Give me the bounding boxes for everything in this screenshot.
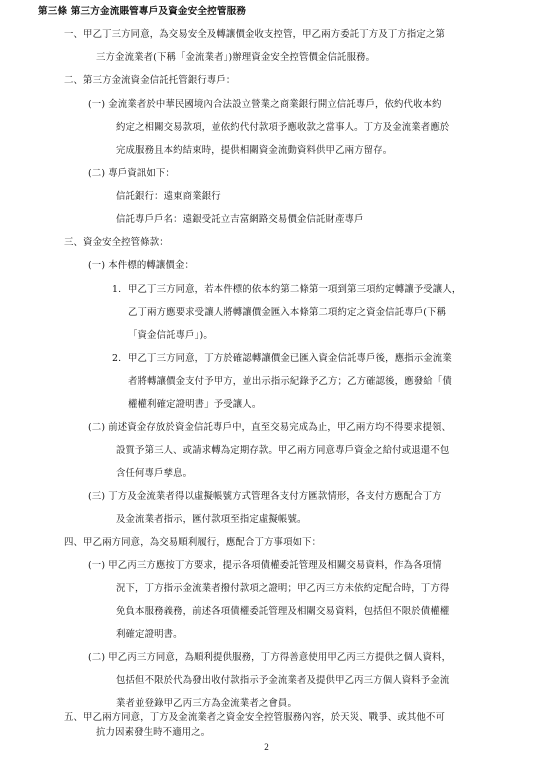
section-3-item-3-line-2: 及金流業者指示，匯付款項至指定虛擬帳號。 [116,514,307,525]
numbered-1: 1. [112,284,122,295]
article-title: 第三條 第三方金流賬管專戶及資金安全控管服務 [38,6,247,17]
numbered-1-line-2: 乙丁兩方應要求受讓人將轉讓價金匯入本條第二項約定之資金信託專戶(下稱 [128,307,447,318]
section-3-item-3-line-1: (三) 丁方及金流業者得以虛擬帳號方式管理各支付方匯款情形，各支付方應配合丁方 [88,491,442,502]
section-5-line-1: 五、甲乙兩方同意，丁方及金流業者之資金安全控管服務內容，於天災、戰爭、或其他不可 [64,712,446,723]
section-2-item-1-line-1: (一) 金流業者於中華民國境內合法設立營業之商業銀行開立信託專戶，依約代收本約 [88,99,442,110]
numbered-2-line-1: 甲乙丁三方同意，丁方於確認轉讓價金已匯入資金信託專戶後，應指示金流業 [128,353,452,364]
section-2-heading: 二、第三方金流資金信託托管銀行專戶： [64,75,236,86]
section-3-heading: 三、資金安全控管條款： [64,237,169,248]
trust-account-name: 信託專戶戶名：遠銀受託立吉富網路交易價金信託財產專戶 [116,214,364,225]
section-1-line-1: 一、甲乙丁三方同意，為交易安全及轉讓價金收支控管，甲乙兩方委託丁方及丁方指定之第 [64,29,446,40]
section-3-item-2-line-2: 設質予第三人、或請求轉為定期存款。甲乙兩方同意專戶資金之給付或退還不包 [116,445,450,456]
section-2-item-1-line-3: 完成服務且本約結束時，提供相關資金流動資料供甲乙兩方留存。 [116,145,393,156]
trust-bank: 信託銀行：遠東商業銀行 [116,191,221,202]
numbered-1-line-1: 甲乙丁三方同意，若本件標的依本約第二條第一項到第三項約定轉讓予受讓人， [128,284,462,295]
numbered-2: 2. [112,353,122,364]
section-3-item-2-line-3: 含任何專戶孳息。 [116,468,193,479]
section-2-item-2: (二) 專戶資訊如下： [88,168,175,179]
section-3-item-2-line-1: (二) 前述資金存放於資金信託專戶中，直至交易完成為止，甲乙兩方均不得要求提領、 [88,422,452,433]
numbered-2-line-3: 權權利確定證明書」予受讓人。 [128,399,262,410]
section-4-item-2-line-2: 包括但不限於代為發出收付款指示予金流業者及提供甲乙丙三方個人資料予金流 [116,675,450,686]
section-2-item-1-line-2: 約定之相關交易款項，並依約代付款項予應收款之當事人。丁方及金流業者應於 [116,122,450,133]
numbered-1-line-3: 「資金信託專戶」)。 [128,330,213,341]
page-number: 2 [264,742,269,752]
section-4-item-1-line-4: 利確定證明書。 [116,629,183,640]
section-4-item-1-line-2: 況下，丁方指示金流業者撥付款項之證明；甲乙丙三方未依約定配合時，丁方得 [116,583,450,594]
section-1-line-2: 三方金流業者(下稱「金流業者」)辦理資金安全控管價金信託服務。 [96,52,376,63]
section-5-line-2: 抗力因素發生時不適用之。 [96,727,211,738]
section-4-item-1-line-1: (一) 甲乙丙三方應按丁方要求，提示各項債權委託管理及相關交易資料，作為各項情 [88,560,442,571]
section-3-item-1: (一) 本件標的轉讓價金： [88,260,194,271]
section-4-item-2-line-3: 業者並登錄甲乙丙三方為金流業者之會員。 [116,698,297,709]
section-4-heading: 四、甲乙兩方同意，為交易順利履行，應配合丁方事項如下： [64,537,322,548]
section-4-item-1-line-3: 免負本服務義務，前述各項債權委託管理及相關交易資料，包括但不限於債權權 [116,606,450,617]
section-4-item-2-line-1: (二) 甲乙丙三方同意，為順利提供服務，丁方得善意使用甲乙丙三方提供之個人資料， [88,652,452,663]
numbered-2-line-2: 者將轉讓價金支付予甲方，並出示指示紀錄予乙方；乙方確認後，應發給「債 [128,376,452,387]
